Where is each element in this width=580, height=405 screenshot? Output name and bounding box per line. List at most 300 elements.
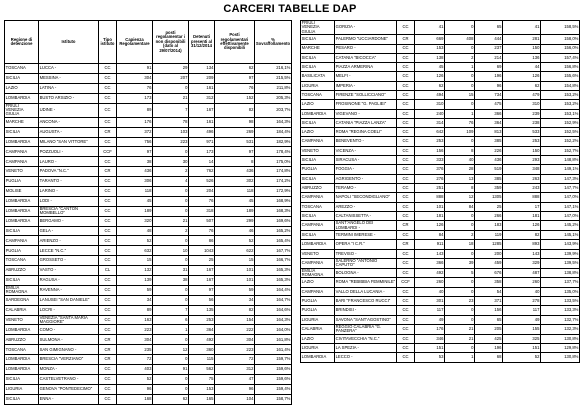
- table-cell: 49: [503, 315, 541, 324]
- table-cell: 301: [415, 297, 445, 306]
- table-cell: LIGURIA: [301, 344, 335, 353]
- table-cell: 366: [415, 258, 445, 268]
- table-cell: 253: [189, 315, 215, 325]
- table-cell: 118: [215, 187, 255, 197]
- right-table-body: [301, 21, 580, 363]
- table-cell: 97: [189, 285, 215, 295]
- table-cell: 153,2%: [541, 100, 580, 109]
- table-cell: GELA -: [39, 226, 99, 236]
- table-cell: 164,6%: [255, 305, 292, 315]
- table-row: [301, 287, 580, 296]
- table-cell: 211,8%: [255, 83, 292, 93]
- table-cell: CATANIA "BICOCCA": [335, 53, 397, 62]
- table-cell: 135: [189, 305, 215, 315]
- table-cell: CC: [99, 384, 117, 394]
- table-cell: 0: [153, 206, 189, 216]
- table-cell: IMPERIA -: [335, 81, 397, 90]
- table-cell: 519: [475, 165, 503, 174]
- table-cell: 0: [153, 236, 189, 246]
- table-cell: 310: [503, 100, 541, 109]
- column-header: Posti regolamentari effettivamente disponibili: [215, 21, 255, 64]
- table-cell: 145,2%: [541, 221, 580, 231]
- table-cell: CC: [397, 306, 415, 315]
- table-row: [301, 44, 580, 53]
- table-cell: 0: [153, 187, 189, 197]
- table-cell: MELFI -: [335, 72, 397, 81]
- table-cell: 492: [189, 335, 215, 345]
- table-cell: LIGURIA: [301, 315, 335, 324]
- table-cell: SAVONA "SANT'AGOSTINO": [335, 315, 397, 324]
- table-cell: 304: [117, 73, 153, 83]
- column-header: % Sovraffollamento: [255, 21, 292, 64]
- table-cell: LIGURIA: [5, 384, 39, 394]
- table-cell: CC: [397, 81, 415, 90]
- table-cell: 148,8%: [541, 156, 580, 165]
- table-row: [5, 325, 292, 335]
- table-row: [301, 156, 580, 165]
- table-cell: 325: [503, 334, 541, 343]
- table-cell: LECCO -: [335, 353, 397, 362]
- table-cell: 756: [117, 137, 153, 147]
- table-cell: CCF: [397, 278, 415, 287]
- table-cell: 8: [215, 157, 255, 167]
- table-cell: 358: [475, 278, 503, 287]
- table-row: [301, 315, 580, 324]
- table-cell: 168,9%: [255, 196, 292, 206]
- table-cell: CALABRIA: [301, 324, 335, 334]
- table-cell: 157,4%: [541, 53, 580, 62]
- table-cell: 21: [153, 93, 189, 103]
- table-cell: 0: [153, 256, 189, 266]
- table-cell: 214: [475, 53, 503, 62]
- table-cell: 8: [445, 183, 475, 192]
- table-cell: 62: [415, 81, 445, 90]
- table-cell: 150: [503, 44, 541, 53]
- table-cell: CAMPANIA: [5, 147, 39, 157]
- table-row: [5, 355, 292, 365]
- table-cell: 168,3%: [255, 206, 292, 216]
- table-cell: 62: [215, 64, 255, 74]
- table-cell: SICILIA: [5, 276, 39, 286]
- table-cell: CR: [99, 345, 117, 355]
- table-row: [5, 374, 292, 384]
- table-cell: GROSSETO -: [39, 256, 99, 266]
- table-cell: VENETO: [5, 315, 39, 325]
- table-cell: 196: [475, 344, 503, 353]
- table-cell: 126: [503, 72, 541, 81]
- table-cell: 143: [503, 249, 541, 258]
- table-cell: SICILIA: [301, 118, 335, 127]
- table-cell: 158,5%: [541, 21, 580, 35]
- table-cell: 133,3%: [541, 306, 580, 315]
- table-cell: 226: [475, 146, 503, 155]
- table-cell: CC: [397, 324, 415, 334]
- table-cell: 89: [117, 305, 153, 315]
- table-cell: 888: [415, 193, 445, 202]
- column-header: Regione di detenzione: [5, 21, 39, 64]
- table-cell: 2: [153, 167, 189, 177]
- table-cell: CC: [99, 83, 117, 93]
- table-cell: 205,3%: [255, 93, 292, 103]
- table-row: [5, 127, 292, 137]
- table-cell: COMO -: [39, 325, 99, 335]
- table-cell: 119: [475, 230, 503, 239]
- table-cell: 96: [215, 384, 255, 394]
- table-cell: 156: [415, 146, 445, 155]
- table-cell: CC: [99, 157, 117, 167]
- table-cell: 260: [415, 278, 445, 287]
- table-cell: 0: [445, 287, 475, 296]
- table-cell: 260: [503, 278, 541, 287]
- table-cell: 153,1%: [541, 109, 580, 118]
- table-cell: 18: [445, 240, 475, 249]
- table-cell: 138: [415, 53, 445, 62]
- table-cell: 156,8%: [541, 63, 580, 72]
- table-cell: 149,1%: [541, 165, 580, 174]
- table-cell: SICILIA: [301, 35, 335, 44]
- table-row: [5, 147, 292, 157]
- table-cell: 444: [475, 35, 503, 44]
- table-cell: 176: [117, 117, 153, 127]
- table-cell: 133,5%: [541, 297, 580, 306]
- table-cell: 126: [415, 221, 445, 231]
- table-cell: 366: [475, 109, 503, 118]
- table-cell: PUGLIA: [301, 297, 335, 306]
- table-cell: 28: [445, 165, 475, 174]
- table-cell: 222: [215, 325, 255, 335]
- table-cell: 147,1%: [541, 202, 580, 211]
- left-data-table: [4, 20, 292, 405]
- table-cell: 306: [117, 177, 153, 187]
- table-row: [301, 193, 580, 202]
- table-cell: LA SPEZIA -: [335, 344, 397, 353]
- table-cell: 304: [215, 335, 255, 345]
- table-cell: CC: [397, 287, 415, 296]
- table-row: [5, 266, 292, 276]
- table-cell: 492: [415, 268, 445, 278]
- table-cell: 167: [189, 103, 215, 117]
- table-cell: 21: [153, 216, 189, 226]
- table-cell: 0: [445, 249, 475, 258]
- table-cell: 253: [503, 137, 541, 146]
- table-row: [5, 73, 292, 83]
- table-cell: 911: [415, 240, 445, 249]
- table-cell: UDINE -: [39, 103, 99, 117]
- table-cell: CC: [397, 193, 415, 202]
- table-cell: 97: [215, 73, 255, 83]
- column-header: Capienza Regolamentare: [117, 21, 153, 64]
- table-cell: 281: [503, 35, 541, 44]
- table-cell: 161: [189, 117, 215, 127]
- table-row: [301, 202, 580, 211]
- table-cell: 104: [215, 394, 255, 404]
- table-cell: 136: [503, 53, 541, 62]
- table-cell: CC: [99, 285, 117, 295]
- table-cell: 161,4%: [255, 345, 292, 355]
- table-cell: BUSTO ARSIZIO -: [39, 93, 99, 103]
- table-cell: CC: [99, 315, 117, 325]
- table-cell: CC: [99, 73, 117, 83]
- table-cell: CC: [99, 226, 117, 236]
- table-cell: 166,7%: [255, 256, 292, 266]
- table-cell: 155: [503, 324, 541, 334]
- table-cell: PIAZZA ARMERINA: [335, 63, 397, 72]
- table-cell: 0: [445, 278, 475, 287]
- table-cell: 147,0%: [541, 193, 580, 202]
- table-cell: 5: [445, 268, 475, 278]
- table-cell: 183: [475, 221, 503, 231]
- table-cell: 53: [415, 353, 445, 362]
- table-cell: LOMBARDIA: [5, 216, 39, 226]
- table-row: [301, 21, 580, 35]
- table-cell: 360: [189, 345, 215, 355]
- table-cell: CC: [397, 202, 415, 211]
- table-cell: CATANIA "PIAZZA LANZA": [335, 118, 397, 127]
- table-cell: CC: [397, 297, 415, 306]
- table-row: [301, 240, 580, 249]
- table-cell: 494: [415, 91, 445, 100]
- table-cell: CC: [99, 196, 117, 206]
- table-cell: 459: [475, 258, 503, 268]
- table-cell: 762: [189, 167, 215, 177]
- table-cell: 312: [215, 365, 255, 375]
- table-row: [5, 64, 292, 74]
- table-cell: CR: [99, 335, 117, 345]
- table-cell: 181: [503, 211, 541, 220]
- table-cell: 130,8%: [541, 334, 580, 343]
- table-cell: SALERNO "ANTONIO CAPUTO": [335, 258, 397, 268]
- table-cell: ABRUZZO: [301, 183, 335, 192]
- table-row: [301, 53, 580, 62]
- table-row: [301, 63, 580, 72]
- table-cell: 49: [415, 315, 445, 324]
- table-cell: LANUSEI "SAN DANIELE": [39, 295, 99, 305]
- left-header-row: [5, 21, 292, 64]
- table-row: [301, 146, 580, 155]
- table-cell: CR: [99, 355, 117, 365]
- table-cell: CC: [99, 93, 117, 103]
- table-cell: 436: [117, 167, 153, 177]
- table-cell: 348: [503, 165, 541, 174]
- table-cell: CAMPANIA: [301, 221, 335, 231]
- table-cell: 126: [503, 221, 541, 231]
- table-cell: 0: [153, 335, 189, 345]
- table-cell: 669: [415, 35, 445, 44]
- table-cell: MARCHE: [5, 117, 39, 127]
- table-row: [301, 91, 580, 100]
- table-cell: 189: [117, 206, 153, 216]
- table-cell: 167: [189, 276, 215, 286]
- table-cell: LOMBARDIA: [5, 196, 39, 206]
- table-row: [5, 315, 292, 325]
- table-cell: 253: [415, 137, 445, 146]
- table-cell: CC: [99, 305, 117, 315]
- table-cell: 0: [445, 211, 475, 220]
- table-cell: 531: [215, 137, 255, 147]
- table-cell: CC: [397, 91, 415, 100]
- table-cell: SICILIA: [5, 374, 39, 384]
- table-cell: 168: [117, 394, 153, 404]
- table-row: [5, 345, 292, 355]
- table-cell: SICILIA: [5, 73, 39, 83]
- table-cell: 0: [445, 44, 475, 53]
- table-cell: 38: [117, 157, 153, 167]
- table-cell: LODI -: [39, 196, 99, 206]
- table-cell: 237: [475, 44, 503, 53]
- table-cell: 117: [503, 306, 541, 315]
- table-row: [5, 295, 292, 305]
- table-row: [5, 167, 292, 177]
- table-cell: VIGEVANO -: [335, 109, 397, 118]
- table-cell: 14: [189, 157, 215, 167]
- table-cell: 31: [153, 266, 189, 276]
- table-cell: 150: [503, 146, 541, 155]
- table-cell: 676: [475, 268, 503, 278]
- table-cell: 152,5%: [541, 128, 580, 137]
- table-cell: ABRUZZO: [5, 266, 39, 276]
- table-cell: CC: [397, 137, 415, 146]
- table-cell: EMILIA ROMAGNA: [301, 268, 335, 278]
- table-row: [5, 117, 292, 127]
- table-cell: 40: [415, 287, 445, 296]
- table-cell: 1285: [475, 240, 503, 249]
- table-cell: CC: [397, 230, 415, 239]
- table-row: [301, 137, 580, 146]
- table-cell: 82: [215, 305, 255, 315]
- table-row: [301, 165, 580, 174]
- table-cell: CAMPANIA: [5, 236, 39, 246]
- table-cell: 69: [475, 63, 503, 72]
- table-cell: 0: [153, 147, 189, 157]
- table-cell: AUGUSTA -: [39, 127, 99, 137]
- table-cell: NAPOLI "SECONDIGLIANO": [335, 193, 397, 202]
- table-cell: CC: [397, 146, 415, 155]
- table-cell: CC: [99, 236, 117, 246]
- table-cell: 479: [503, 91, 541, 100]
- table-cell: 10: [153, 246, 189, 256]
- table-cell: 89: [117, 103, 153, 117]
- table-cell: RAGUSA -: [39, 276, 99, 286]
- table-cell: SICILIA: [301, 174, 335, 183]
- table-cell: 1305: [475, 193, 503, 202]
- table-cell: 84: [415, 230, 445, 239]
- table-cell: CC: [397, 72, 415, 81]
- table-cell: 165,4%: [255, 236, 292, 246]
- table-cell: MESSINA -: [39, 73, 99, 83]
- table-cell: 0: [153, 285, 189, 295]
- table-cell: LOMBARDIA: [5, 355, 39, 365]
- table-cell: SICILIA: [5, 394, 39, 404]
- table-cell: CC: [397, 174, 415, 183]
- table-cell: 813: [475, 128, 503, 137]
- table-cell: 91: [153, 365, 189, 375]
- table-cell: 152,2%: [541, 137, 580, 146]
- table-cell: LAZIO: [5, 83, 39, 93]
- table-row: [301, 258, 580, 268]
- table-cell: 139: [117, 276, 153, 286]
- table-cell: 251: [415, 183, 445, 192]
- table-cell: 496: [189, 127, 215, 137]
- table-cell: CC: [99, 256, 117, 266]
- table-cell: CC: [397, 334, 415, 343]
- table-cell: 164,0%: [255, 325, 292, 335]
- table-row: [5, 246, 292, 256]
- table-cell: 164,7%: [255, 295, 292, 305]
- table-cell: 184,4%: [255, 127, 292, 137]
- table-cell: SICILIA: [301, 53, 335, 62]
- table-cell: 52: [117, 236, 153, 246]
- table-cell: 59: [215, 285, 255, 295]
- table-cell: CC: [99, 64, 117, 74]
- table-row: [5, 103, 292, 117]
- table-row: [5, 137, 292, 147]
- table-cell: MILANO "SAN VITTORE": [39, 137, 99, 147]
- table-cell: CC: [397, 63, 415, 72]
- table-cell: CR: [99, 127, 117, 137]
- table-cell: 143,9%: [541, 240, 580, 249]
- table-cell: 30: [153, 157, 189, 167]
- table-cell: CC: [397, 100, 415, 109]
- table-row: [5, 365, 292, 375]
- table-cell: 52: [215, 236, 255, 246]
- table-row: [5, 177, 292, 187]
- table-cell: PALERMO "UCCIARDONE": [335, 35, 397, 44]
- table-cell: CAMPANIA: [301, 137, 335, 146]
- table-cell: 164,4%: [255, 285, 292, 295]
- table-cell: 0: [445, 306, 475, 315]
- table-cell: 385: [475, 137, 503, 146]
- table-cell: 72: [117, 355, 153, 365]
- table-cell: PESARO -: [335, 44, 397, 53]
- table-cell: 0: [445, 221, 475, 231]
- table-cell: 622: [215, 246, 255, 256]
- table-row: [301, 211, 580, 220]
- table-cell: 320: [117, 216, 153, 226]
- column-header: posti regolamentar i non disponibili (dato al 29/07/2014): [153, 21, 189, 64]
- table-cell: SAN GIMIGNANO -: [39, 345, 99, 355]
- table-cell: 145,1%: [541, 230, 580, 239]
- table-cell: ARIENZO -: [39, 236, 99, 246]
- table-row: [301, 72, 580, 81]
- table-cell: 12: [153, 345, 189, 355]
- table-cell: 526: [189, 177, 215, 187]
- table-cell: 240: [415, 109, 445, 118]
- table-cell: 533: [503, 128, 541, 137]
- table-row: [301, 183, 580, 192]
- table-cell: 153: [189, 384, 215, 394]
- table-cell: 164,3%: [255, 117, 292, 127]
- table-cell: 45: [215, 196, 255, 206]
- table-cell: 0: [445, 137, 475, 146]
- table-cell: 172,9%: [255, 187, 292, 197]
- table-cell: MOLISE: [5, 187, 39, 197]
- table-cell: 175,0%: [255, 157, 292, 167]
- table-cell: 158,7%: [255, 394, 292, 404]
- table-cell: LOMBARDIA: [301, 353, 335, 362]
- table-cell: TOSCANA: [5, 64, 39, 74]
- table-cell: 266: [475, 211, 503, 220]
- table-row: [301, 268, 580, 278]
- table-cell: SICILIA: [301, 63, 335, 72]
- table-cell: 0: [445, 344, 475, 353]
- table-cell: 165,3%: [255, 266, 292, 276]
- table-cell: VALLO DELLA LUCANIA -: [335, 287, 397, 296]
- table-cell: 239: [503, 109, 541, 118]
- table-cell: SICILIA: [5, 226, 39, 236]
- table-cell: 312: [189, 93, 215, 103]
- table-cell: 1: [445, 353, 475, 362]
- table-cell: 68: [475, 353, 503, 362]
